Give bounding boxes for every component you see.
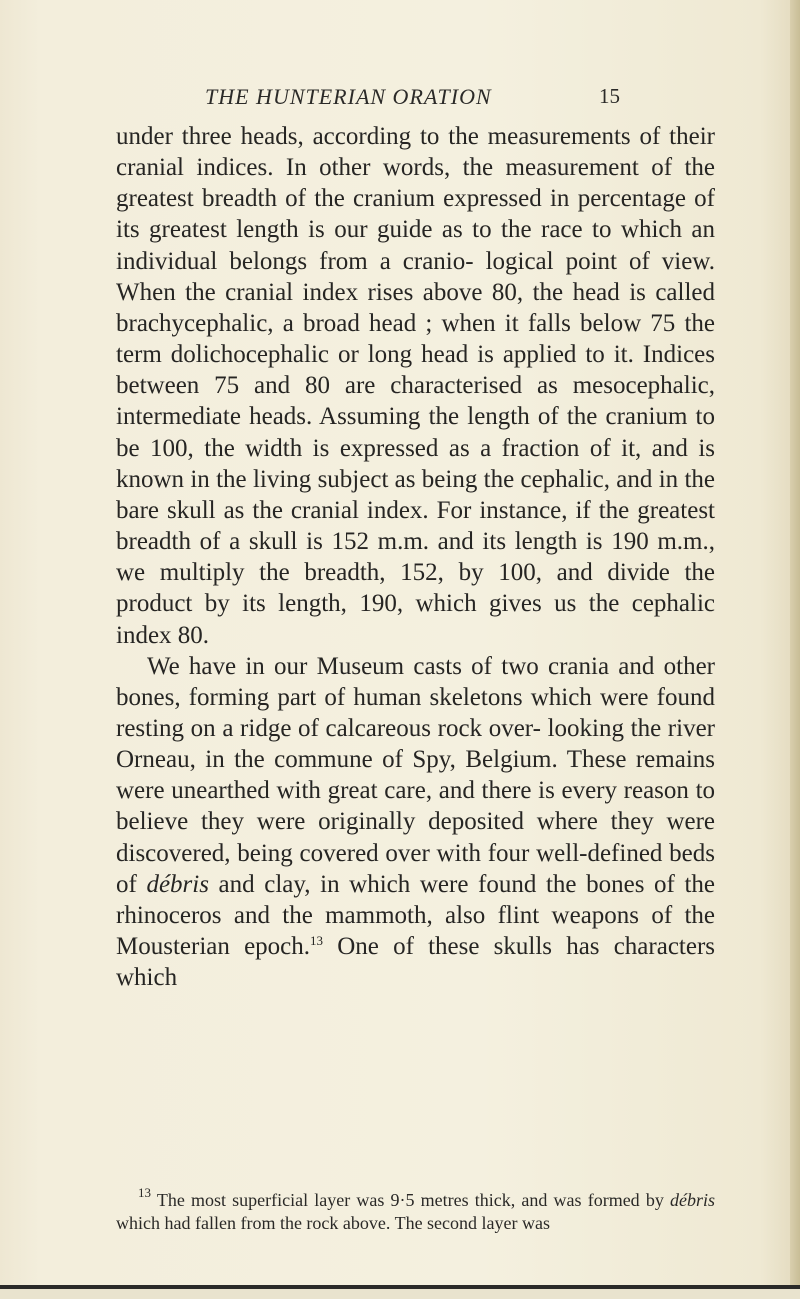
text-line: heads. Assuming the length of the cranium to be 100, xyxy=(116,403,715,462)
text-line: divide the product by its length, 190, which gives us xyxy=(116,559,716,618)
text-line: the race to which an individual belongs from a cranio- xyxy=(116,216,716,275)
text-line: under three heads, according to the measurements of xyxy=(116,123,661,150)
footnote-line: by xyxy=(645,1190,664,1210)
text-line: their cranial indices. In other words, the measurement xyxy=(116,123,715,182)
footnotes xyxy=(116,1185,715,1235)
footnote-reference[interactable]: 13 xyxy=(310,933,324,949)
text-line: in the living subject as being the cephalic, and in the xyxy=(190,465,715,493)
text-line: were found resting on a ridge of calcareous rock over- xyxy=(116,683,715,742)
text-line: logical point of view. When the cranial index rises xyxy=(116,247,715,306)
page-number: 15 xyxy=(599,84,620,108)
text-line: and the mammoth, also flint weapons of the Mousterian xyxy=(116,901,716,961)
text-line: the cephalic index 80. xyxy=(116,590,715,649)
text-line: head ; when it falls below 75 the term dolichocephalic xyxy=(116,309,715,369)
paragraph-spy-crania xyxy=(116,651,715,994)
running-title: THE HUNTERIAN ORATION xyxy=(205,84,492,109)
text-line: 190 m.m., we multiply the breadth, 152, by 100, and xyxy=(116,528,716,587)
body-text xyxy=(116,121,715,993)
footnote-line: The most superficial layer was 9·5 metres thick, and was formed xyxy=(156,1190,640,1210)
page-edge-right xyxy=(790,0,800,1299)
footnote-line: which had fallen from the rock above. The second layer was xyxy=(116,1213,551,1233)
text-line: epoch. xyxy=(244,933,311,961)
text-line: care, and there is every reason to believe they were xyxy=(116,777,716,836)
text-line: One of these skulls has characters which xyxy=(116,933,716,992)
text-line: above 80, the head is called brachycephalic, a broad xyxy=(116,278,716,337)
text-line: bare skull as the cranial index. For instance, if the xyxy=(116,496,630,524)
page-edge-bottom-under xyxy=(0,1289,800,1299)
text-line: covered over with four well-defined beds of xyxy=(116,839,715,898)
text-line: percentage of its greatest length is our guide as to xyxy=(116,185,716,244)
text-line: other bones, forming part of human skeletons which xyxy=(116,652,716,711)
running-head xyxy=(0,78,800,118)
text-line: We have in our Museum casts of two crania and xyxy=(147,652,655,680)
text-line: of the greatest breadth of the cranium expressed in xyxy=(116,154,715,213)
paragraph-cranial-indices xyxy=(116,121,715,651)
italic-word: débris xyxy=(146,870,209,898)
text-line: Belgium. These remains were unearthed with great xyxy=(116,746,715,805)
italic-word: débris xyxy=(670,1190,715,1210)
text-line: originally deposited where they were discovered, being xyxy=(116,808,716,867)
text-line: looking the river Orneau, in the commune of Spy, xyxy=(116,714,715,774)
footnote xyxy=(116,1185,715,1235)
text-line: and xyxy=(218,870,255,898)
text-line: the width is expressed as a fraction of it, and is known xyxy=(116,434,715,493)
text-line: or long head is applied to it. Indices between 75 and xyxy=(116,341,715,400)
footnote-number: 13 xyxy=(138,1185,151,1200)
text-line: 80 are characterised as mesocephalic, intermediate xyxy=(116,372,715,431)
text-line: clay, in which were found the bones of the rhinoceros xyxy=(116,870,716,929)
text-line: greatest breadth of a skull is 152 m.m. and its length is xyxy=(116,496,715,556)
